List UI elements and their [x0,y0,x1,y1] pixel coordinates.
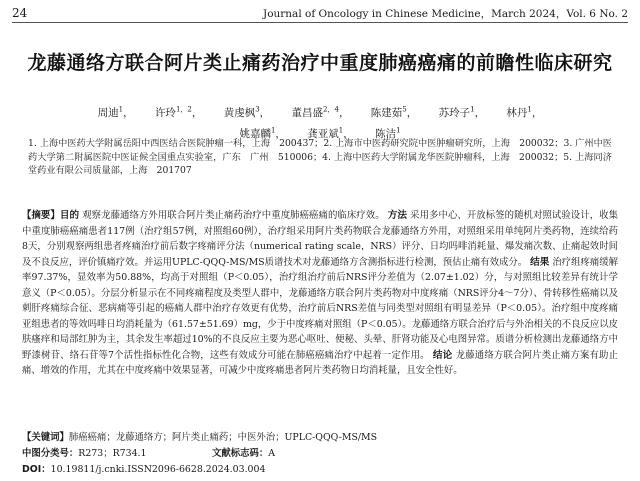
conclusion-text: 龙藤通络方联合阿片类止痛方案有助止痛、增效的作用，尤其在中度疼痛中效果显著，可减少中度疼痛患者阿片类药物日均消耗量，且安全性好。 [22,349,618,376]
author: 苏玲子$^1$， [438,105,486,119]
doi-line [22,461,618,475]
keywords-label: 【关键词】 [22,432,69,443]
doc-code-value: A [268,448,276,459]
author: 董昌盛$^{2,4}$， [291,105,350,119]
journal-citation: Journal of Oncology in Chinese Medicine，March 2024，Vol. 6 No. 2 [262,7,628,20]
methods-label: 方法 [387,210,408,221]
doi-value[interactable]: 10.19811/j.cnki.ISSN2096-6628.2024.03.004 [50,464,266,475]
results-label: 结果 [530,256,550,268]
affiliations: 1. 上海中医药大学附属岳阳中西医结合医院肿瘤一科，上海 200437；2. 上海市中医药研究院中医肿瘤研究所，上海 200032；3. 广州中医药大学第二附属医院中医证候全国重点实验室，广东 广州 510006；4. 上海中医药大学附属龙华医院肿瘤科，上海 200032；5. 上海同济堂药业有限公司质量部，上海 201707 [28,138,612,177]
author: 许玲$^{1,2}$， [154,105,203,119]
abstract-label: 【摘要】 [22,210,60,221]
methods-text: 采用多中心、开放标签的随机对照试验设计，收集中重度肺癌癌痛患者117例（治疗组57例，对照组60例），治疗组采用阿片类药物联合龙藤通络方外用，对照组采用单纯阿片类药物，连续给药8天，分别观察两组患者疼痛治疗前后数字疼痛评分法（numerical rating scale，NRS）评分、日均吗啡消耗量、爆发痛次数、止痛起效时间及不良反应，评价镇痛疗效。并运用UPLC-QQQ-MS/MS质谱技术对龙藤通络方含测指标进行检测，预估止痛有效成分。 [22,210,618,268]
page-number: 24 [12,6,28,20]
author: 姚嘉麟$^1$， [239,126,286,140]
classification-line [22,445,618,459]
doi-label: DOI： [22,464,51,475]
article-title: 龙藤通络方联合阿片类止痛药治疗中重度肺癌癌痛的前瞻性临床研究 [27,52,613,74]
keywords-text: 肺癌癌痛；龙藤通络方；阿片类止痛药；中医外治；UPLC-QQQ-MS/MS [68,432,378,443]
clc-value: R273；R734.1 [78,448,147,459]
objective-label: 目的 [59,210,80,221]
abstract [22,208,618,379]
author: 林丹$^1$， [506,105,543,119]
keywords [22,429,618,443]
author: 黄虔枫$^3$， [223,105,271,119]
author: 陈洁$^1$ [375,126,401,140]
conclusion-label: 结论 [432,349,453,361]
running-header [12,4,628,22]
author: 龚亚斌$^1$， [307,126,354,140]
objective-text: 观察龙藤通络方外用联合阿片类止痛药治疗中重度肺癌癌痛的临床疗效。 [82,210,385,221]
header-rule [12,22,628,23]
results-text: 治疗组疼痛缓解率97.37%，显效率为50.88%，均高于对照组（P＜0.05），治疗组治疗前后NRS评分差值为（2.07±1.02）分，与对照组比较差异有统计学意义（P＜0.05）。分层分析显示在不同疼痛程度及类型人群中，龙藤通络方联合阿片类药物对中度疼痛（NRS评分4～7分）、骨转移性癌痛以及刺肝疼痛综合征、恶病痛等引起的癌痛人群中治疗存效更有优势，治疗前后NRS差值与同类型对照组有明显差异（P＜0.05）。治疗组中度疼痛亚组患者的等效吗啡日均消耗量为（61.57±51.69）mg，少于中度疼痛对照组（P＜0.05）。龙藤通络方联合治疗后与外治相关的不良反应以皮肤瘙痒和局部红肿为主，其余发生率超过10%的不良反应主要为恶心呕吐、便秘、头晕、肝肾功能及心电图异常。质谱分析检测出龙藤通络方中野漆树苷、络石苷等7个活性指标性化合物，这些有效成分可能在肺癌癌痛治疗中起着一定作用。 [22,256,618,361]
doc-code-label: 文献标志码： [212,448,269,459]
author: 陈建茹$^5$， [370,105,418,119]
clc-label: 中图分类号： [22,448,79,459]
author: 周迪$^1$， [97,105,134,119]
